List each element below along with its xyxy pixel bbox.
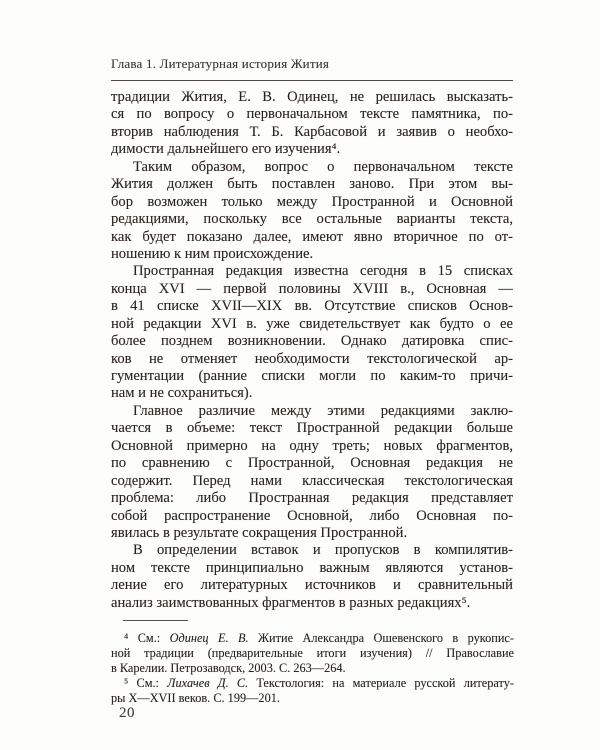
text-line: традиции Жития, Е. В. Одинец, не решилась высказать-: [111, 89, 513, 105]
text-line: как будет показано далее, имеют явно вторичное по от-: [111, 228, 513, 245]
text-line: ношению к ним происхождение.: [111, 245, 314, 262]
footnote-author: Лихачев Д. С.: [167, 676, 249, 691]
footnote-text: в Карелии. Петрозаводск, 2003. С. 263—264.: [111, 661, 346, 676]
text-line: вторив наблюдения Т. Б. Карбасовой и заявив о необхо-: [111, 123, 513, 140]
text-line: Основной примерно на одну треть; новых фрагментов,: [111, 437, 513, 454]
text-line: чается в объеме: текст Пространной редакции больше: [111, 420, 513, 437]
footnote-author: Одинец Е. В.: [169, 631, 249, 645]
footnote-line: [111, 631, 514, 646]
text-line: редакциями, поскольку все остальные варианты текста,: [111, 211, 513, 228]
footnote-text: ры X—XVII веков. С. 199—201.: [111, 691, 280, 706]
footnote-text: ⁴ См.:: [124, 631, 170, 645]
footnote-line: [111, 646, 514, 661]
text-line: ся по вопросу о первоначальном тексте памятника, по-: [111, 106, 513, 123]
header-rule: [111, 80, 513, 81]
footnote-separator: [123, 620, 188, 621]
footnote-text: ной традиции (предварительные итоги изучения) // Православие: [111, 646, 514, 661]
text-line: конца XVI — первой половины XVIII в., Основная —: [111, 280, 513, 297]
text-line: В определении вставок и пропусков в компилятив-: [133, 542, 513, 559]
footnote-line: [111, 676, 514, 691]
footnote-line: [111, 661, 514, 676]
text-line: явилась в результате сокращения Пространной.: [111, 524, 408, 541]
text-line: нам и не сохраниться).: [111, 385, 253, 402]
text-line: ной редакции XVI в. уже свидетельствует как будто о ее: [111, 315, 513, 332]
footnote-list: [111, 631, 514, 706]
footnote-line: [111, 691, 514, 706]
page-number: 20: [119, 705, 135, 721]
text-line: ков не отменяет необходимости текстологической ар-: [111, 350, 513, 367]
footnote-text: Текстология: на материале русской литерату-: [248, 676, 514, 691]
running-header: Глава 1. Литературная история Жития: [111, 56, 330, 71]
text-line: собой распространение Основной, либо Основная по-: [111, 507, 513, 524]
text-line: содержит. Перед нами классическая текстологическая: [111, 472, 513, 489]
text-line: анализ заимствованных фрагментов в разных редакциях⁵.: [111, 594, 471, 611]
text-line: Главное различие между этими редакциями заклю-: [133, 402, 513, 419]
text-line: гументации (ранние списки могли по каким-то причи-: [111, 368, 513, 384]
text-line: Пространная редакция известна сегодня в 15 списках: [133, 263, 513, 280]
footnote-text: Житие Александра Ошевенского в рукопис-: [248, 631, 514, 645]
text-line: димости дальнейшего его изучения⁴.: [111, 141, 341, 158]
text-line: в 41 списке XVII—XIX вв. Отсутствие списков Основ-: [111, 298, 513, 315]
text-line: проблема: либо Пространная редакция представляет: [111, 490, 513, 507]
text-line: бор возможен только между Пространной и Основной: [111, 193, 513, 210]
text-line: ном тексте принципиально важным являются установ-: [111, 559, 513, 576]
footnote-text: ⁵ См.:: [124, 676, 168, 691]
body-text: [111, 89, 513, 612]
text-line: по сравнению с Пространной, Основная редакция не: [111, 455, 513, 472]
text-line: ление его литературных источников и сравнительный: [111, 577, 513, 594]
text-line: Жития должен быть поставлен заново. При этом вы-: [111, 176, 513, 193]
text-line: более позднем возникновении. Однако датировка спис-: [111, 333, 513, 350]
text-line: Таким образом, вопрос о первоначальном тексте: [133, 158, 513, 175]
